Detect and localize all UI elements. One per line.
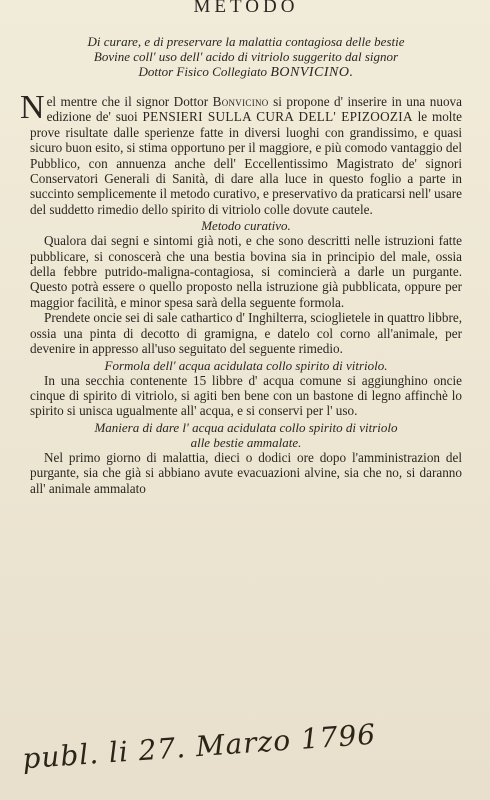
document-subtitle (30, 34, 462, 80)
subtitle-line-1: Di curare, e di preservare la malattia contagiosa delle bestie (87, 34, 405, 49)
paragraph-intro-text-b: si propone d' inserire in una nuova edizione de' suoi (46, 94, 462, 125)
section-heading-maniera-line-1: Maniera di dare l' acqua acidulata collo spirito di vitriolo (94, 419, 398, 435)
paragraph-intro-text-c: le molte prove risultate dalle sperienze fatte in diversi luoghi con grandissimo, e quasi sicuro buon esito, si stima opportuno per il maggiore, e più comodo vantaggio del Pubblico, con annuenza anche dell' Eccellentissimo Magistrato de' signori Conservatori Generali di Sanità, di dare alla luce in questo foglio a parte in succinto semplicemente il metodo curativo, e preservativo da praticarsi nell' usare del suddetto rimedio dello spirito di vitriolo colle dovute cautele. (30, 109, 462, 217)
paragraph-intro-work-title: PENSIERI SULLA CURA DELL' EPIZOOZIA (142, 109, 413, 125)
paragraph-secchia: In una secchia contenente 15 libbre d' acqua comune si aggiunghino oncie cinque di spirito di vitriolo, si agiti ben bene con un bastone di legno affinchè lo spirito si unisca ugualmente all' acqua, e si conservi per l' uso. (30, 372, 462, 419)
section-heading-maniera-line-2: alle bestie ammalate. (190, 434, 302, 450)
paragraph-primo-giorno: Nel primo giorno di malattia, dieci o dodici ore dopo l'amministrazion del purgante, sia che già si abbiano avute evacuazioni alvine, sia che no, si daranno all' animale ammalato (30, 449, 462, 496)
section-heading-metodo-curativo: Metodo curativo. (201, 218, 291, 234)
document-title: METODO (193, 0, 299, 17)
paragraph-intro-name: Bonvicino (212, 94, 269, 109)
document-body (20, 89, 462, 496)
subtitle-line-2: Bovine coll' uso dell' acido di vitriolo suggerito dal signor (93, 49, 399, 64)
handwritten-note: publ. li 27. Marzo 1796 (21, 717, 378, 776)
paragraph-intro-text-a: el mentre che il signor Dottor (46, 94, 213, 109)
drop-cap: N (20, 89, 45, 126)
section-heading-maniera (30, 420, 462, 450)
subtitle-line-3 (30, 64, 462, 80)
author-name: BONVICINO. (270, 65, 354, 80)
paragraph-purgante: Qualora dai segni e sintomi già noti, e che sono descritti nelle istruzioni fatte pubblicare, si conoscerà che una bestia bovina sia in principio del male, ossia della febbre putrido-maligna-contagiosa, si comincierà a darle un purgante. Questo potrà essere o quello proposto nella istruzione già pubblicata, oppure per maggior facilità, e minor spesa sarà della seguente formola. (30, 233, 462, 310)
paragraph-prendete: Prendete oncie sei di sale cathartico d' Inghilterra, scioglietele in quattro libbre, ossia una pinta di decotto di gramigna, e datelo col corno all'animale, per devenire in appresso all'uso seguitato del seguente rimedio. (30, 310, 462, 357)
paragraph-intro (20, 89, 462, 217)
subtitle-line-3-prefix: Dottor Fisico Collegiato (138, 64, 271, 79)
section-heading-formola: Formola dell' acqua acidulata collo spirito di vitriolo. (104, 357, 388, 373)
